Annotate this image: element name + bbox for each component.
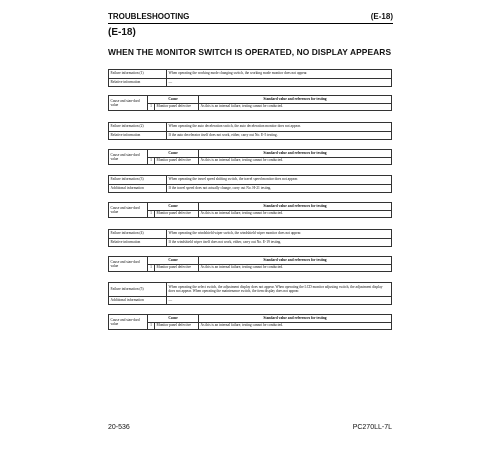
- failure-info-text: When operating the windshield wiper switch, the windshield wiper monitor does not appear.: [167, 230, 392, 239]
- failure-info-label: Failure information (4): [109, 230, 167, 239]
- failure-info-text: When operating the working mode changing switch, the working mode monitor does not appear.: [167, 70, 392, 79]
- cause-number: 1: [148, 103, 155, 111]
- relative-info-label: Relative information: [109, 131, 167, 140]
- relative-info-text: If the auto decelerator itself does not work, either, carry out No. E-5 testing.: [167, 131, 392, 140]
- standard-text: As this is an internal failure, testing cannot be conducted.: [199, 157, 392, 165]
- failure-info-label: Failure information (5): [109, 283, 167, 297]
- page-header: [108, 12, 393, 24]
- standard-header: Standard value and references for testing: [199, 150, 392, 158]
- failure-info-text: When operating the select switch, the adjustment display does not appear. When operating the LCD monitor adjusting switch, the adjustment display does not appear. When operating the maintenance switch, the item display does not appear.: [167, 283, 392, 297]
- cause-label: Cause and stan-dard value: [109, 96, 148, 111]
- failure-info-label: Failure information (3): [109, 176, 167, 185]
- failure-info-table-2: [108, 122, 392, 140]
- cause-text: Monitor panel defective: [155, 264, 199, 272]
- page-number: 20-536: [108, 424, 130, 431]
- cause-header: Cause: [148, 203, 199, 211]
- failure-code: (E-18): [108, 27, 136, 38]
- cause-header: Cause: [148, 315, 199, 323]
- cause-text: Monitor panel defective: [155, 210, 199, 218]
- cause-label: Cause and stan-dard value: [109, 257, 148, 272]
- cause-header: Cause: [148, 257, 199, 265]
- cause-number: 1: [148, 157, 155, 165]
- standard-header: Standard value and references for testing: [199, 203, 392, 211]
- model-name: PC270LL-7L: [352, 424, 392, 431]
- additional-info-label: Additional information: [109, 296, 167, 305]
- cause-number: 1: [148, 264, 155, 272]
- cause-table-5: [108, 314, 392, 330]
- relative-info-label: Relative information: [109, 78, 167, 87]
- cause-table-2: [108, 149, 392, 165]
- cause-label: Cause and stan-dard value: [109, 150, 148, 165]
- section-code: (E-18): [370, 12, 393, 21]
- cause-table-4: [108, 256, 392, 272]
- cause-label: Cause and stan-dard value: [109, 315, 148, 330]
- standard-text: As this is an internal failure, testing cannot be conducted.: [199, 103, 392, 111]
- cause-header: Cause: [148, 96, 199, 104]
- additional-info-text: If the travel speed does not actually change, carry out No. H-21 testing.: [167, 184, 392, 193]
- relative-info-label: Relative information: [109, 238, 167, 247]
- failure-info-table-3: [108, 175, 392, 193]
- failure-info-text: When operating the auto deceleration switch, the auto deceleration monitor does not appear.: [167, 123, 392, 132]
- failure-info-label: Failure information (2): [109, 123, 167, 132]
- relative-info-text: —: [167, 78, 392, 87]
- cause-header: Cause: [148, 150, 199, 158]
- cause-number: 1: [148, 210, 155, 218]
- standard-text: As this is an internal failure, testing cannot be conducted.: [199, 322, 392, 330]
- cause-text: Monitor panel defective: [155, 322, 199, 330]
- standard-header: Standard value and references for testing: [199, 257, 392, 265]
- section-title: TROUBLESHOOTING: [108, 12, 190, 21]
- cause-table-1: [108, 95, 392, 111]
- standard-header: Standard value and references for testing: [199, 96, 392, 104]
- failure-info-table-1: [108, 69, 392, 87]
- standard-header: Standard value and references for testing: [199, 315, 392, 323]
- cause-text: Monitor panel defective: [155, 103, 199, 111]
- failure-info-table-4: [108, 229, 392, 247]
- page-title: WHEN THE MONITOR SWITCH IS OPERATED, NO DISPLAY APPEARS: [108, 47, 392, 57]
- relative-info-text: If the windshield wiper itself does not work, either, carry out No. E-19 testing.: [167, 238, 392, 247]
- cause-number: 1: [148, 322, 155, 330]
- cause-label: Cause and stan-dard value: [109, 203, 148, 218]
- cause-text: Monitor panel defective: [155, 157, 199, 165]
- failure-info-table-5: [108, 282, 392, 305]
- standard-text: As this is an internal failure, testing cannot be conducted.: [199, 264, 392, 272]
- additional-info-text: —: [167, 296, 392, 305]
- failure-info-text: When operating the travel speed shifting switch, the travel speed monitor does not appear.: [167, 176, 392, 185]
- additional-info-label: Additional information: [109, 184, 167, 193]
- failure-info-label: Failure information (1): [109, 70, 167, 79]
- cause-table-3: [108, 202, 392, 218]
- standard-text: As this is an internal failure, testing cannot be conducted.: [199, 210, 392, 218]
